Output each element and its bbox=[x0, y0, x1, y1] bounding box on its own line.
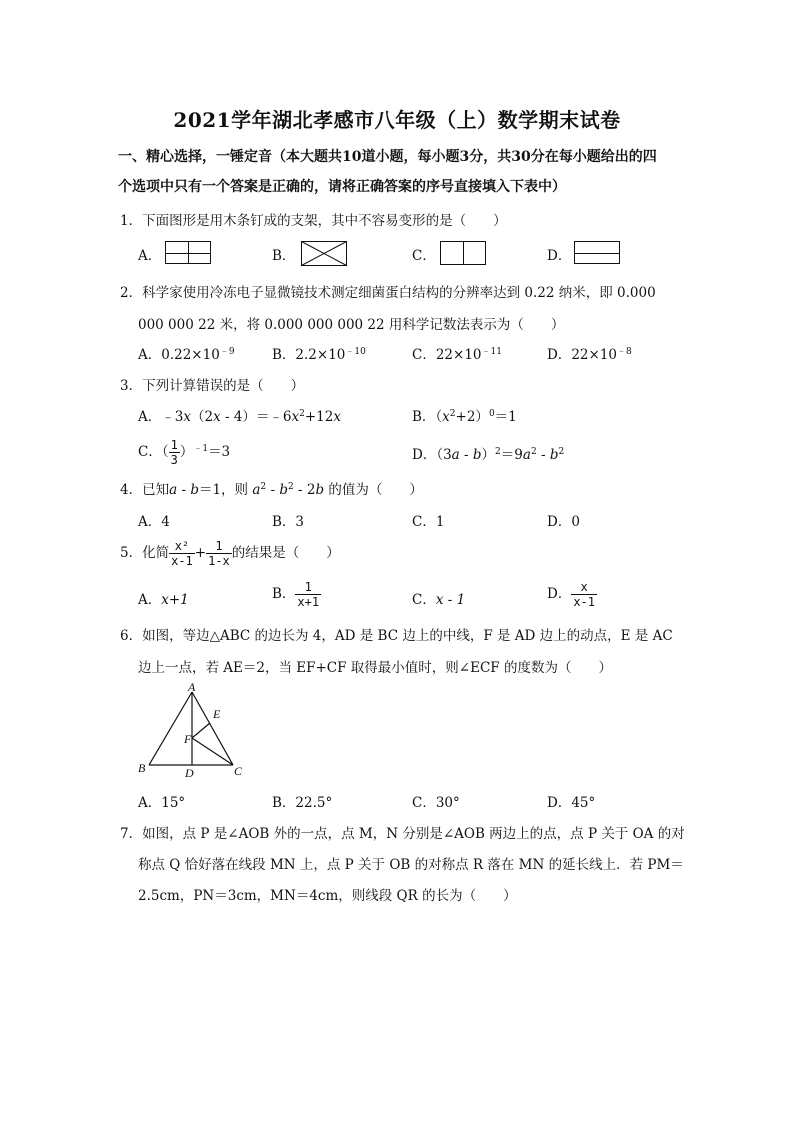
q1-option-a-frame bbox=[165, 241, 211, 264]
q4-stem: 4．已知a - b＝1，则 $a^2 - b^2 - 2b$ 的值为（ ） bbox=[120, 482, 423, 498]
page-title: 2021学年湖北孝感市八年级（上）数学期末试卷 bbox=[173, 108, 621, 132]
q1-option-d-label: D． bbox=[547, 248, 572, 264]
q1-option-c-label: C． bbox=[412, 248, 436, 264]
q3-option-a: A．﹣3x（2x - $4)=﹣6x^2+12x$ bbox=[138, 409, 341, 425]
q5-option-c: C．x - 1 bbox=[412, 592, 466, 608]
q4-option-c: C．1 bbox=[412, 514, 445, 530]
q3-option-b: B．$(x^2+2)^0=1$ bbox=[412, 409, 517, 425]
segment-fc bbox=[192, 738, 233, 765]
q1-option-b-label: B． bbox=[272, 248, 296, 264]
q6-option-b: B．22.5° bbox=[272, 795, 333, 811]
q2-option-d: D．$22\times 10^{﹣8}$ bbox=[547, 347, 632, 363]
q5-option-b: B． $\frac{1}{x+1}$ bbox=[272, 580, 320, 609]
segment-ab bbox=[149, 692, 192, 765]
q4-option-b: B．3 bbox=[272, 514, 305, 530]
point-label-c: C bbox=[234, 764, 243, 778]
q5-option-d: D． $\frac{x}{x-1}$ bbox=[547, 580, 596, 609]
q2-option-c: C．$22\times 10^{﹣11}$ bbox=[412, 347, 502, 363]
section-header-line2: 个选项中只有一个答案是正确的，请将正确答案的序号直接填入下表中） bbox=[118, 179, 566, 195]
q1-option-a-label: A． bbox=[138, 248, 162, 264]
section-header-line1: 一、精心选择，一锤定音（本大题共10道小题，每小题3分，共30分在每小题给出的四 bbox=[118, 149, 657, 165]
q2-line1: 2．科学家使用冷冻电子显微镜技术测定细菌蛋白结构的分辨率达到 0.22 纳米，即 0.000 bbox=[120, 285, 656, 301]
q6-option-c: C．30° bbox=[412, 795, 460, 811]
segment-ac bbox=[192, 692, 233, 765]
q4-option-a: A．4 bbox=[138, 514, 170, 530]
q5-stem: 5．化简 $\frac{\text{x²}}{x-1}$ + $\frac{1}{1-x}$ 的结果是（ ） bbox=[120, 539, 340, 568]
q1-stem: 1．下面图形是用木条钉成的支架，其中不容易变形的是（ ） bbox=[120, 213, 507, 229]
q3-option-c: C．（ $\frac{1}{3}$ ）$^{﹣1}$＝3 bbox=[138, 438, 231, 467]
q7-line2: 称点 Q 恰好落在线段 MN 上，点 P 关于 OB 的对称点 R 落在 MN 的延长线上．若 PM＝ bbox=[138, 857, 684, 873]
q4-option-d: D．0 bbox=[547, 514, 580, 530]
q1-option-d-frame bbox=[574, 241, 620, 264]
q3-option-d: D．$(3a - b)^2=9a^2 - b^2$ bbox=[412, 447, 565, 463]
q2-line2: 000 000 22 米，将 0.000 000 000 22 用科学记数法表示为（ ） bbox=[138, 317, 565, 333]
q6-line1: 6．如图，等边△ABC 的边长为 4，AD 是 BC 边上的中线，F 是 AD 边上的动点，E 是 AC bbox=[120, 628, 673, 644]
point-label-a: A bbox=[188, 680, 196, 694]
point-label-e: E bbox=[213, 707, 221, 721]
q7-line1: 7．如图，点 P 是∠AOB 外的一点，点 M，N 分别是∠AOB 两边上的点，点 P 关于 OA 的对 bbox=[120, 826, 685, 842]
q6-line2: 边上一点，若 AE＝2，当 EF+CF 取得最小值时，则∠ECF 的度数为（ ） bbox=[138, 660, 612, 676]
q2-option-a: A．$0.22\times 10^{﹣9}$ bbox=[138, 347, 235, 363]
segment-ef bbox=[192, 723, 210, 738]
q6-triangle-figure bbox=[130, 680, 260, 780]
q1-option-b-frame bbox=[301, 241, 347, 266]
point-label-b: B bbox=[138, 761, 146, 775]
q3-stem: 3．下列计算错误的是（ ） bbox=[120, 378, 305, 394]
point-label-d: D bbox=[185, 766, 194, 780]
point-label-f: F bbox=[184, 732, 192, 746]
q1-option-c-frame bbox=[440, 241, 486, 265]
q2-option-b: B．$2.2\times 10^{﹣10}$ bbox=[272, 347, 366, 363]
q6-option-a: A．15° bbox=[138, 795, 186, 811]
q6-option-d: D．45° bbox=[547, 795, 596, 811]
q7-line3: 2.5cm，PN＝3cm，MN＝4cm，则线段 QR 的长为（ ） bbox=[138, 888, 517, 904]
q5-option-a: A．x+1 bbox=[138, 592, 189, 608]
